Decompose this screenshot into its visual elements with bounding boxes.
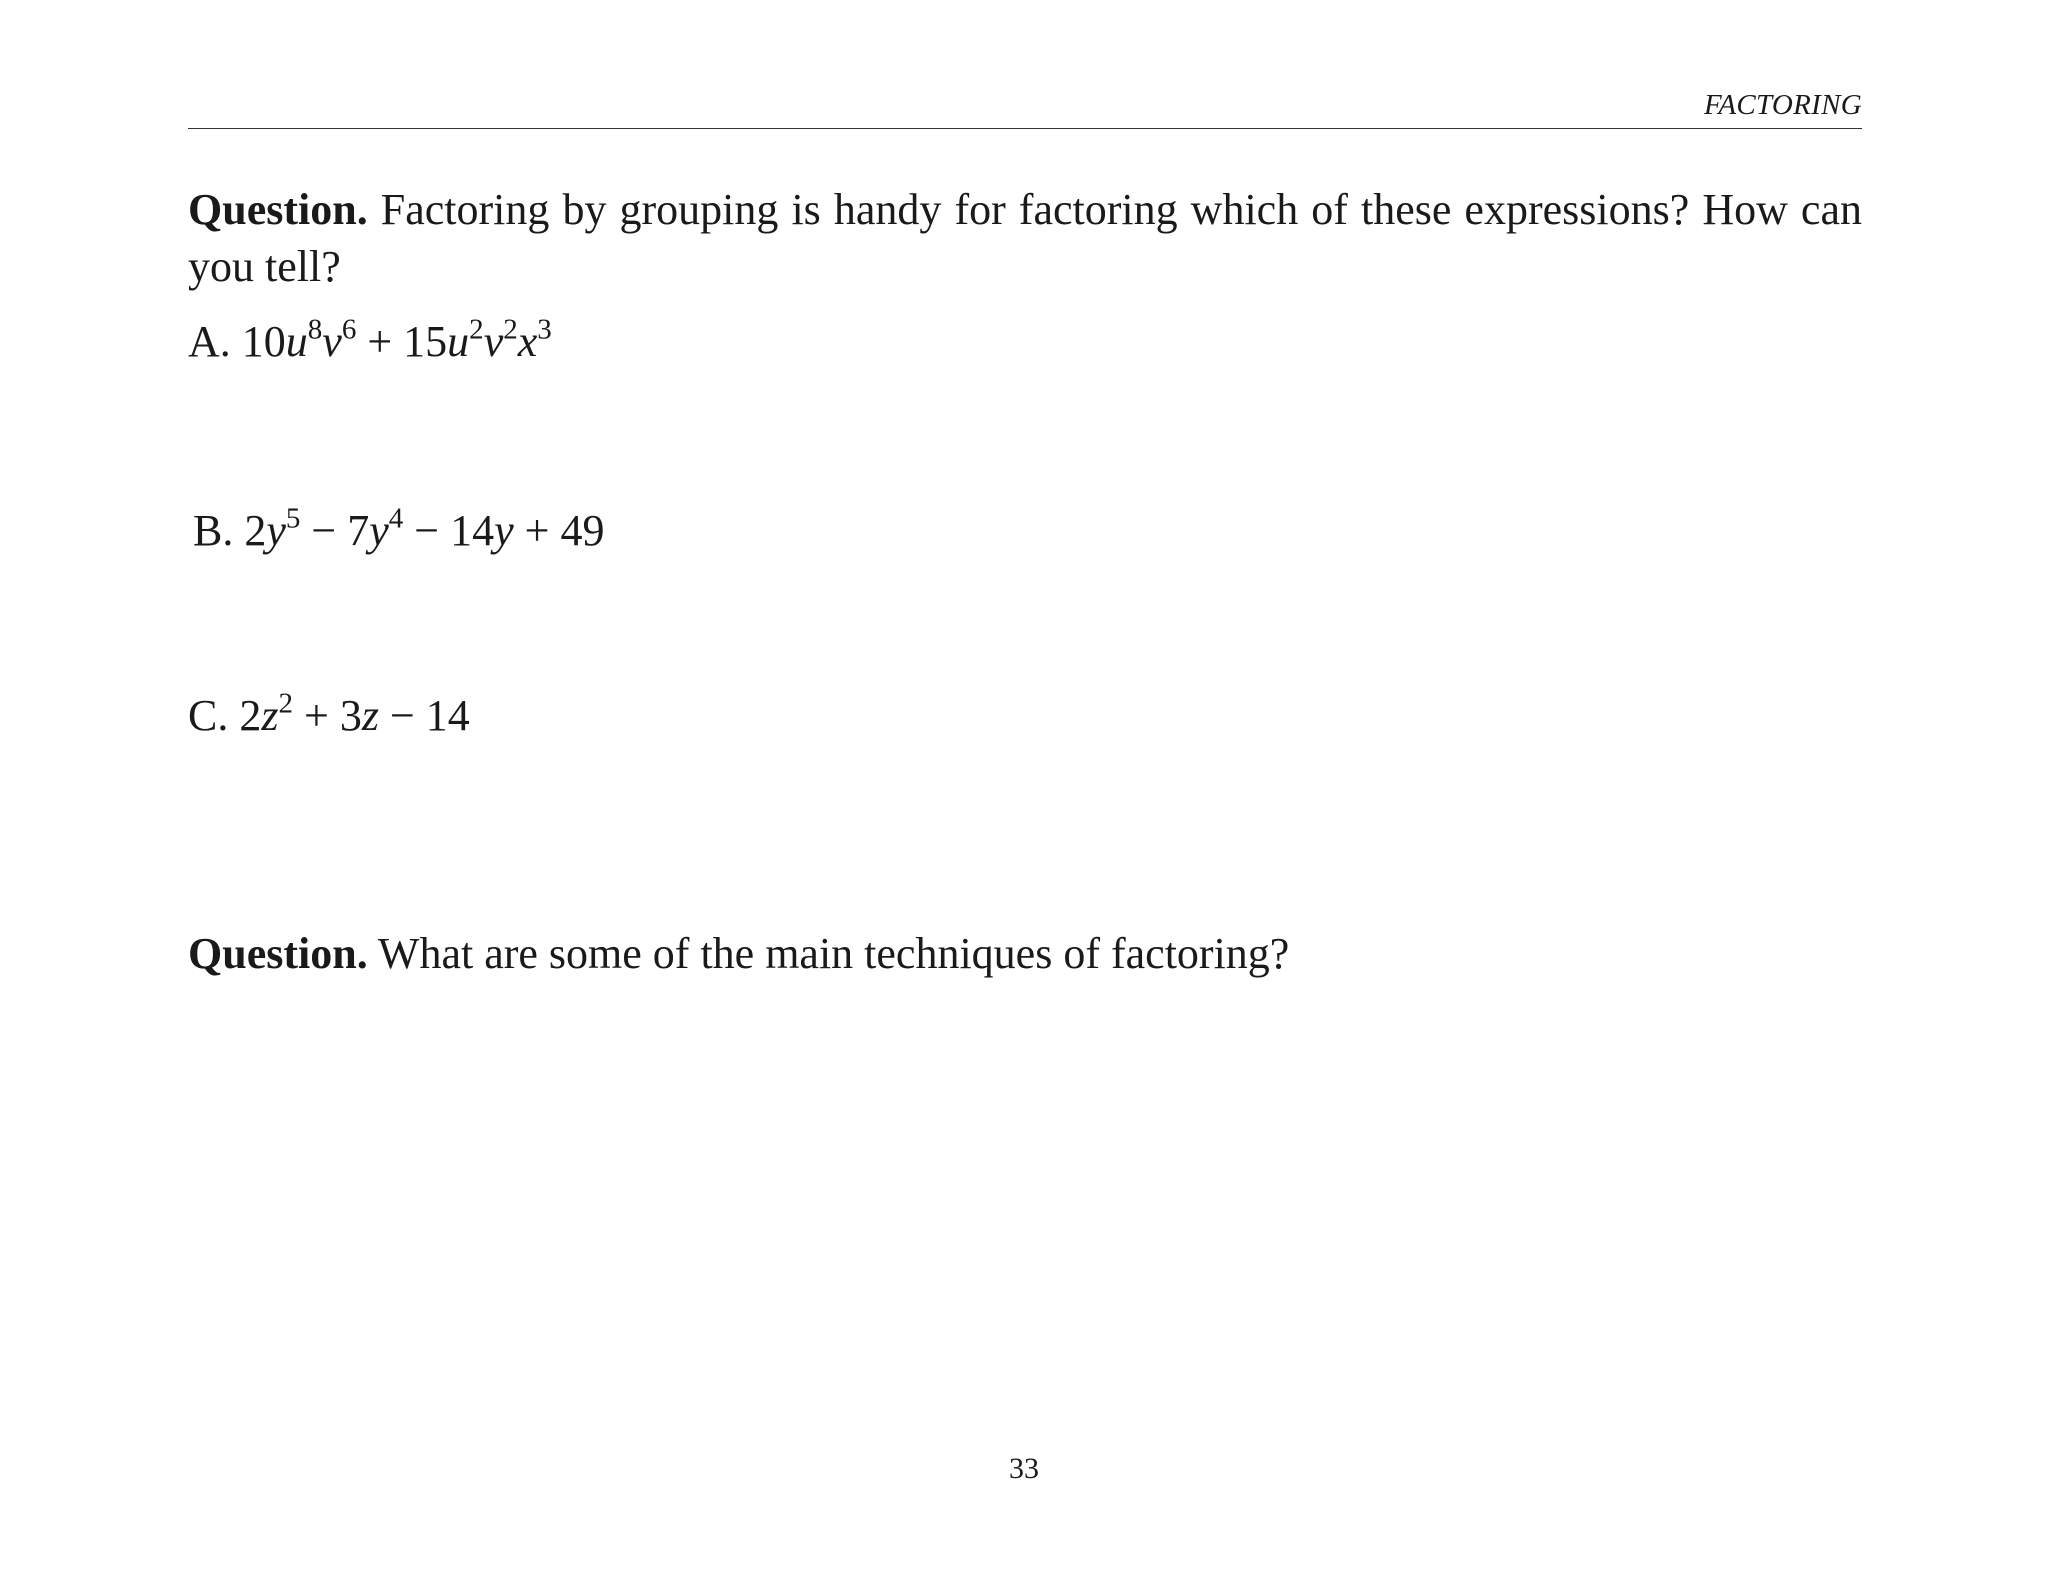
option-a (188, 313, 1862, 370)
page-number: 33 (1009, 1452, 1039, 1485)
option-b-expression: $2y^5 - 7y^4 - 14y + 49$ (244, 502, 605, 555)
question-1 (188, 181, 1862, 295)
question-1-label: Question. (188, 185, 368, 234)
option-a-label: A. (188, 317, 231, 366)
question-2-text: What are some of the main techniques of factoring? (377, 929, 1290, 978)
option-b-label: B. (193, 506, 234, 555)
option-c (188, 687, 1862, 744)
running-title: FACTORING (1704, 89, 1862, 121)
option-b (193, 502, 1867, 559)
question-2 (188, 925, 1862, 982)
option-a-expression: $10u^8v^6 + 15u^2v^2x^3$ (241, 313, 552, 366)
option-c-label: C. (188, 691, 229, 740)
question-1-text: Factoring by grouping is handy for factoring which of these expressions? How can you tell? (188, 185, 1862, 291)
question-2-label: Question. (188, 929, 368, 978)
running-header (188, 84, 1862, 129)
option-c-expression: $2z^2 + 3z - 14$ (239, 687, 470, 740)
